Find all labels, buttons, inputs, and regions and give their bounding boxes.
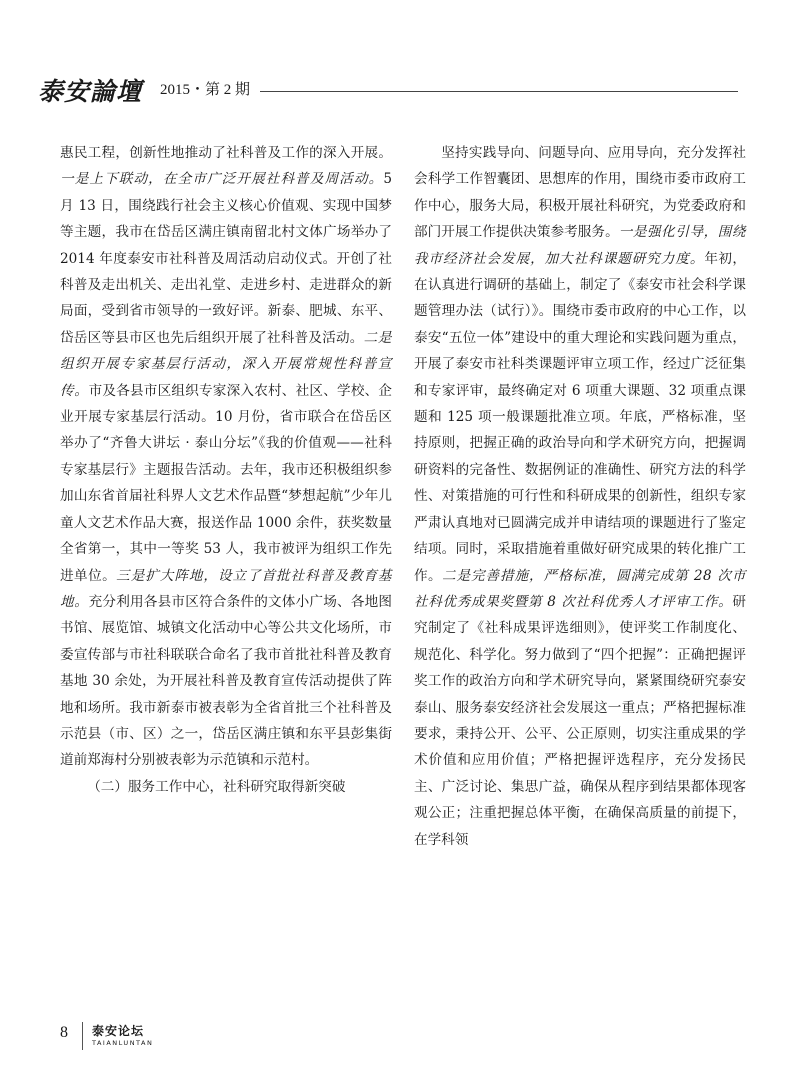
emphasis-text: 一是上下联动，在全市广泛开展社科普及周活动。 — [60, 171, 384, 188]
footer-journal-pinyin: TAIANLUNTAN — [92, 1039, 154, 1047]
body-text: 5 月 13 日，围绕践行社会主义核心价值观、实现中国梦等主题，我市在岱岳区满庄镇南留北村文体广场举办了 2014 年度泰安市社科普及周活动启动仪式。开创了社科普及走出机关、走出礼堂、走进乡村、走进群众的新局面，受到省市领导的一致好评。新泰、肥城、东平、岱岳区等县市区也先后组织开展了社科普及活动。 — [60, 171, 392, 346]
body-paragraph — [414, 140, 746, 853]
body-text: 惠民工程，创新性地推动了社科普及工作的深入开展。 — [60, 145, 392, 161]
body-text: 研究制定了《社科成果评选细则》，使评奖工作制度化、规范化、科学化。努力做到了“四个把握”：正确把握评奖工作的政治方向和学术研究导向，紧紧围绕研究泰安泰山、服务泰安经济社会发展这一重点；严格把握标准要求，秉持公开、公平、公正原则，切实注重成果的学术价值和应用价值；严格把握评选程序，充分发扬民主、广泛讨论、集思广益，确保从程序到结果都体现客观公正；注重把握总体平衡，在确保高质量的前提下，在学科领 — [414, 593, 746, 848]
emphasis-text: 三是扩大阵地，设立了首批社科普及教育基地。 — [60, 567, 393, 610]
body-text: 充分利用各县市区符合条件的文体小广场、各地图书馆、展览馆、城镇文化活动中心等公共文化场所，市委宣传部与市社科联联合命名了我市首批社科普及教育基地 30 余处，为开展社科普及教育宣传活动提供了阵地和场所。我市新泰市被表彰为全省首批三个社科普及示范县（市、区）之一，岱岳区满庄镇和东平县彭集街道前郑海村分别被表彰为示范镇和示范村。 — [60, 593, 393, 769]
left-column — [60, 140, 392, 800]
body-text: 市及各县市区组织专家深入农村、社区、学校、企业开展专家基层行活动。10 月份，省市联合在岱岳区举办了“齐鲁大讲坛 · 泰山分坛”《我的价值观——社科专家基层行》主题报告活动。去年，我市还积极组织参加山东省首届社科界人文艺术作品暨“梦想起航”少年儿童人文艺术作品大赛，报送作品 1000 余件，获奖数量全省第一，其中一等奖 53 人，我市被评为组织工作先进单位。 — [60, 382, 393, 584]
footer-journal-name: 泰安论坛 — [92, 1024, 145, 1038]
body-paragraph — [60, 140, 392, 774]
section-heading: （二）服务工作中心，社科研究取得新突破 — [87, 778, 346, 795]
page-header — [38, 70, 738, 106]
page-footer — [60, 1022, 260, 1050]
journal-name: 泰安論壇 — [38, 77, 143, 106]
body-text: 坚持实践导向、问题导向、应用导向，充分发挥社会科学工作智囊团、思想库的作用，围绕市委市政府工作中心，服务大局，积极开展社科研究，为党委政府和部门开展工作提供决策参考服务。 — [414, 145, 746, 241]
issue-label: 2015・第 2 期 — [160, 82, 251, 98]
emphasis-text: 二是完善措施，严格标准，圆满完成第 28 次市社科优秀成果奖暨第 8 次社科优秀人才评审工作。 — [414, 567, 746, 610]
body-text: 年初，在认真进行调研的基础上，制定了《泰安市社会科学课题管理办法（试行）》。围绕市委市政府的中心工作，以泰安“五位一体”建设中的重大理论和实践问题为重点，开展了泰安市社科类课题评审立项工作，经过广泛征集和专家评审，最终确定对 6 项重大课题、32 项重点课题和 125 项一般课题批准立项。年底，严格标准，坚持原则，把握正确的政治导向和学术研究方向，把握调研资料的完备性、数据例证的准确性、研究方法的科学性、对策措施的可行性和科研成果的创新性，组织专家严肃认真地对已圆满完成并申请结项的课题进行了鉴定结项。同时，采取措施着重做好研究成果的转化推广工作。 — [414, 250, 747, 584]
header-rule — [260, 91, 738, 92]
footer-divider — [82, 1022, 83, 1050]
page-number: 8 — [60, 1024, 68, 1041]
emphasis-text: 一是强化引导，围绕我市经济社会发展，加大社科课题研究力度。 — [414, 224, 747, 267]
right-column — [414, 140, 746, 853]
emphasis-text: 二是组织开展专家基层行活动，深入开展常规性科普宣传。 — [60, 329, 393, 399]
